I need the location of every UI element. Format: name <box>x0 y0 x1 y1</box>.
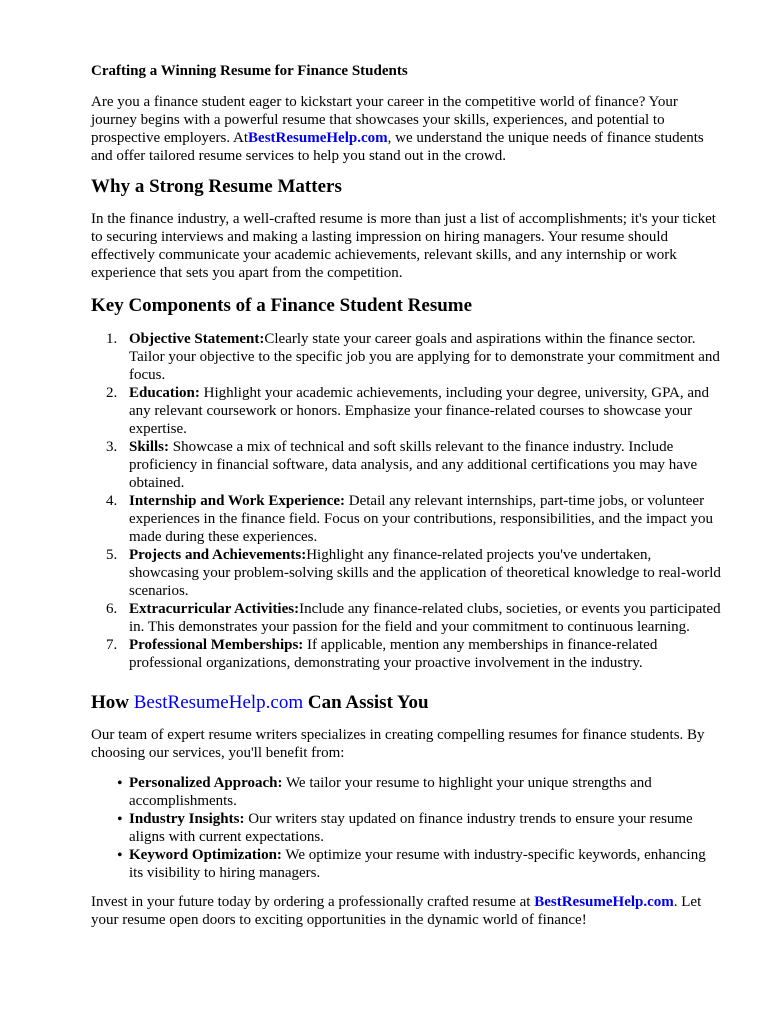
list-item-label: Projects and Achievements: <box>129 547 307 563</box>
list-item <box>91 546 721 600</box>
list-item-label: Objective Statement: <box>129 331 265 347</box>
intro-text-after: , we understand the unique needs of finance students and offer tailored resume services to help you stand out in the crowd. <box>91 130 704 164</box>
list-item-label: Personalized Approach: <box>129 775 283 791</box>
list-item-text: Include any finance-related clubs, societies, or events you participated in. This demonstrates your passion for the field and your commitment to continuous learning. <box>129 601 721 635</box>
list-item <box>91 846 721 882</box>
intro-text-before: Are you a finance student eager to kickstart your career in the competitive world of finance? Your journey begins with a powerful resume that showcases your skills, experiences, and potential to prospective employers. At <box>91 94 678 146</box>
bullet-icon: • <box>117 775 123 792</box>
list-item <box>91 810 721 846</box>
list-item-text: We tailor your resume to highlight your unique strengths and accomplishments. <box>129 775 652 809</box>
how-heading-before: How <box>91 692 134 713</box>
benefits-list <box>91 774 721 882</box>
list-item-text: Highlight any finance-related projects you've undertaken, showcasing your problem-solving skills and the application of theoretical knowledge to real-world scenarios. <box>129 547 721 599</box>
why-paragraph: In the finance industry, a well-crafted resume is more than just a list of accomplishments; it's your ticket to securing interviews and making a lasting impression on hiring managers. Your resume should effectively communicate your academic achievements, relevant skills, and any internship or work experience that sets you apart from the competition. <box>91 211 716 281</box>
list-item-label: Skills: <box>129 439 170 455</box>
document-title: Crafting a Winning Resume for Finance Students <box>91 63 408 79</box>
list-number: 1. <box>106 331 118 347</box>
list-item-label: Industry Insights: <box>129 811 245 827</box>
list-number: 7. <box>106 637 118 653</box>
list-item-text: We optimize your resume with industry-specific keywords, enhancing its visibility to hiring managers. <box>129 847 706 881</box>
list-number: 3. <box>106 439 118 455</box>
list-item <box>91 438 721 492</box>
why-heading: Why a Strong Resume Matters <box>91 176 342 197</box>
how-heading-after: Can Assist You <box>303 692 429 713</box>
outro-site-link[interactable]: BestResumeHelp.com <box>534 894 674 910</box>
key-components-heading: Key Components of a Finance Student Resume <box>91 295 473 316</box>
list-item-label: Extracurricular Activities: <box>129 601 300 617</box>
list-item <box>91 600 721 636</box>
list-item <box>91 330 721 384</box>
list-item-text: Detail any relevant internships, part-time jobs, or volunteer experiences in the finance field. Focus on your contributions, responsibilities, and the impact you made during these experiences. <box>129 493 714 545</box>
list-item-text: Our writers stay updated on finance industry trends to ensure your resume aligns with current expectations. <box>129 811 693 845</box>
list-item-label: Professional Memberships: <box>129 637 304 653</box>
list-number: 5. <box>106 547 118 563</box>
list-item <box>91 636 721 672</box>
list-item-text: If applicable, mention any memberships in finance-related professional organizations, demonstrating your proactive involvement in the industry. <box>129 637 658 671</box>
list-item-label: Internship and Work Experience: <box>129 493 345 509</box>
bullet-icon: • <box>117 847 123 864</box>
bullet-icon: • <box>117 811 123 828</box>
list-item <box>91 774 721 810</box>
key-components-list <box>91 330 721 672</box>
outro-text-before: Invest in your future today by ordering a professionally crafted resume at <box>91 894 535 910</box>
list-number: 4. <box>106 493 118 509</box>
outro-text-after: . Let your resume open doors to exciting opportunities in the dynamic world of finance! <box>91 894 702 928</box>
outro-paragraph <box>91 893 721 929</box>
how-heading <box>91 692 721 714</box>
list-item <box>91 492 721 546</box>
intro-paragraph <box>91 93 721 165</box>
list-item-text: Clearly state your career goals and aspirations within the finance sector. Tailor your objective to the specific job you are applying for to demonstrate your commitment and focus. <box>129 331 720 383</box>
list-item-text: Highlight your academic achievements, including your degree, university, GPA, and any relevant coursework or honors. Emphasize your finance-related courses to showcase your expertise. <box>129 385 710 437</box>
list-number: 2. <box>106 385 118 401</box>
list-item-label: Education: <box>129 385 200 401</box>
list-number: 6. <box>106 601 118 617</box>
list-item <box>91 384 721 438</box>
how-heading-site-link[interactable]: BestResumeHelp.com <box>133 692 304 713</box>
how-paragraph: Our team of expert resume writers specializes in creating compelling resumes for finance students. By choosing our services, you'll benefit from: <box>91 727 705 761</box>
list-item-text: Showcase a mix of technical and soft skills relevant to the finance industry. Include proficiency in financial software, data analysis, and any additional certifications you may have obtained. <box>129 439 698 491</box>
list-item-label: Keyword Optimization: <box>129 847 282 863</box>
intro-site-link[interactable]: BestResumeHelp.com <box>248 130 388 146</box>
